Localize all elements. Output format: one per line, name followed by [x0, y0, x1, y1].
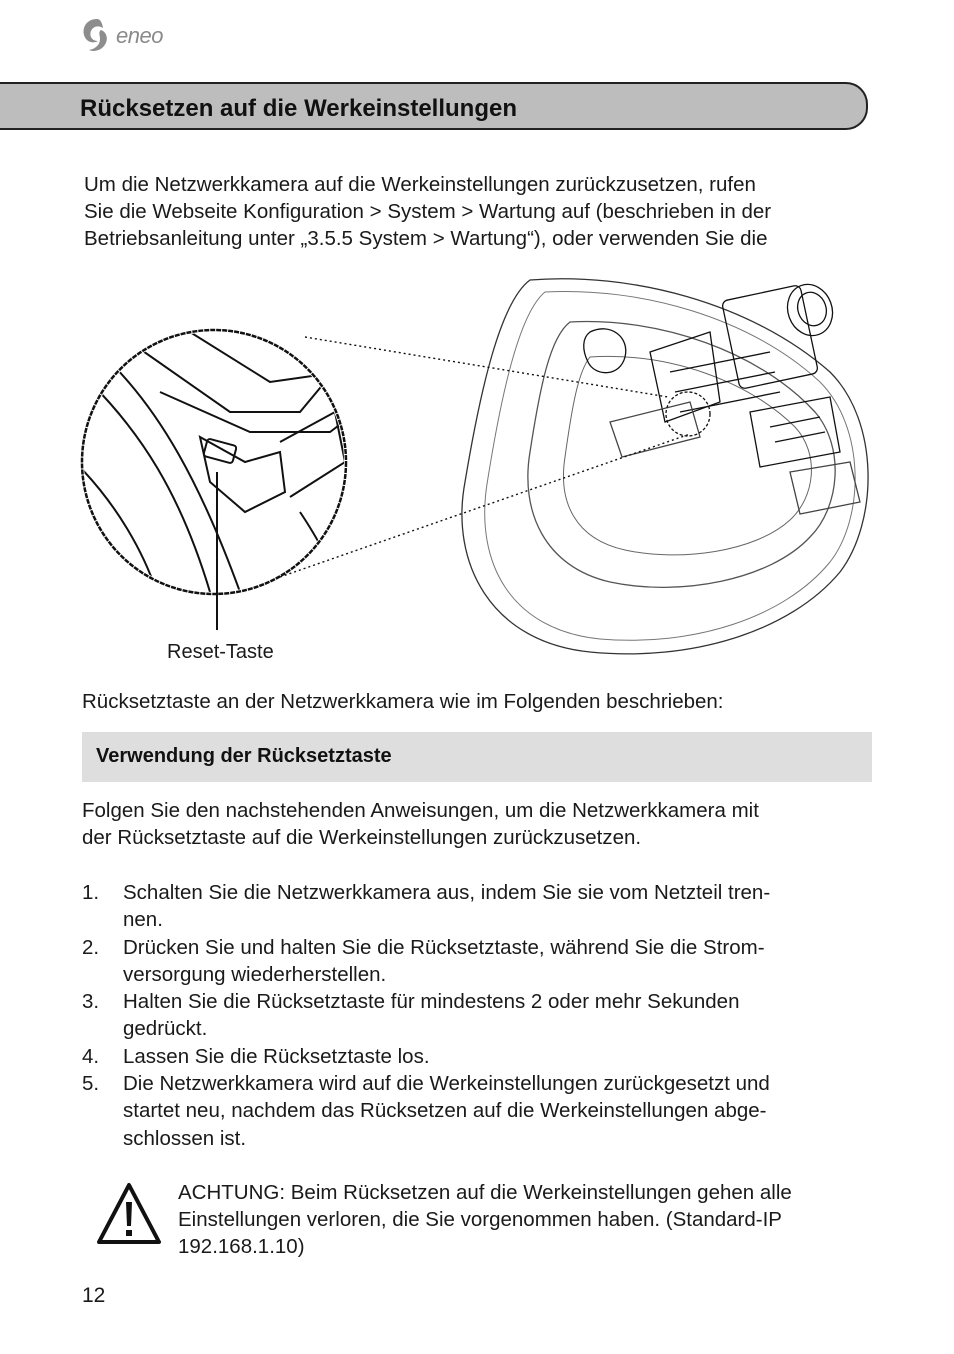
subsection-title: Verwendung der Rücksetztaste	[96, 745, 392, 767]
subsection-bar	[82, 732, 872, 782]
list-item	[82, 879, 882, 934]
warning-icon	[96, 1182, 162, 1246]
warning-text	[178, 1179, 878, 1260]
step-text: gedrückt.	[123, 1017, 208, 1041]
instructions-line: Folgen Sie den nachstehenden Anweisungen, um die Netzwerkkamera mit	[82, 799, 759, 822]
section-title: Rücksetzen auf die Werkeinstellungen	[80, 95, 518, 122]
warning-line: 192.168.1.10)	[178, 1235, 305, 1258]
steps-list	[82, 879, 882, 1152]
step-text: startet neu, nachdem das Rücksetzen auf die Werkeinstellungen abge-	[123, 1099, 767, 1123]
continuation-text: Rücksetztaste an der Netzwerkkamera wie im Folgenden beschrieben:	[82, 690, 724, 713]
warning-line: Einstellungen verloren, die Sie vorgenommen haben. (Standard-IP	[178, 1208, 782, 1231]
camera-illustration	[70, 262, 890, 672]
logo-text: eneo	[116, 23, 163, 48]
intro-paragraph	[84, 171, 771, 252]
step-number: 2.	[82, 935, 100, 959]
instructions-paragraph	[82, 797, 759, 851]
list-item	[82, 1070, 882, 1152]
section-title-bar	[0, 82, 868, 130]
page-number: 12	[82, 1284, 106, 1307]
reset-button-label: Reset-Taste	[167, 641, 274, 663]
step-number: 3.	[82, 990, 100, 1014]
step-number: 1.	[82, 881, 100, 904]
intro-line: Um die Netzwerkkamera auf die Werkeinstellungen zurückzusetzen, rufen	[84, 173, 756, 196]
eneo-logo-icon	[80, 16, 114, 56]
warning-line: ACHTUNG: Beim Rücksetzen auf die Werkeinstellungen gehen alle	[178, 1181, 792, 1204]
step-text: Schalten Sie die Netzwerkkamera aus, indem Sie sie vom Netzteil tren-	[123, 881, 771, 904]
step-text: Lassen Sie die Rücksetztaste los.	[123, 1044, 430, 1068]
step-text: Drücken Sie und halten Sie die Rücksetztaste, während Sie die Strom-	[123, 935, 765, 959]
instructions-line: der Rücksetztaste auf die Werkeinstellungen zurückzusetzen.	[82, 826, 642, 849]
step-text: versorgung wiederherstellen.	[123, 962, 387, 986]
step-text: nen.	[123, 908, 163, 932]
eneo-logo	[80, 16, 190, 56]
intro-line: Sie die Webseite Konfiguration > System > Wartung auf (beschrieben in der	[84, 200, 772, 223]
list-item	[82, 988, 882, 1043]
step-number: 5.	[82, 1072, 100, 1096]
step-number: 4.	[82, 1044, 100, 1068]
step-text: schlossen ist.	[123, 1126, 247, 1150]
list-item	[82, 1043, 882, 1070]
step-text: Halten Sie die Rücksetztaste für mindestens 2 oder mehr Sekunden	[123, 990, 740, 1014]
list-item	[82, 934, 882, 989]
intro-line: Betriebsanleitung unter „3.5.5 System > Wartung“), oder verwenden Sie die	[84, 227, 768, 250]
step-text: Die Netzwerkkamera wird auf die Werkeinstellungen zurückgesetzt und	[123, 1072, 770, 1096]
